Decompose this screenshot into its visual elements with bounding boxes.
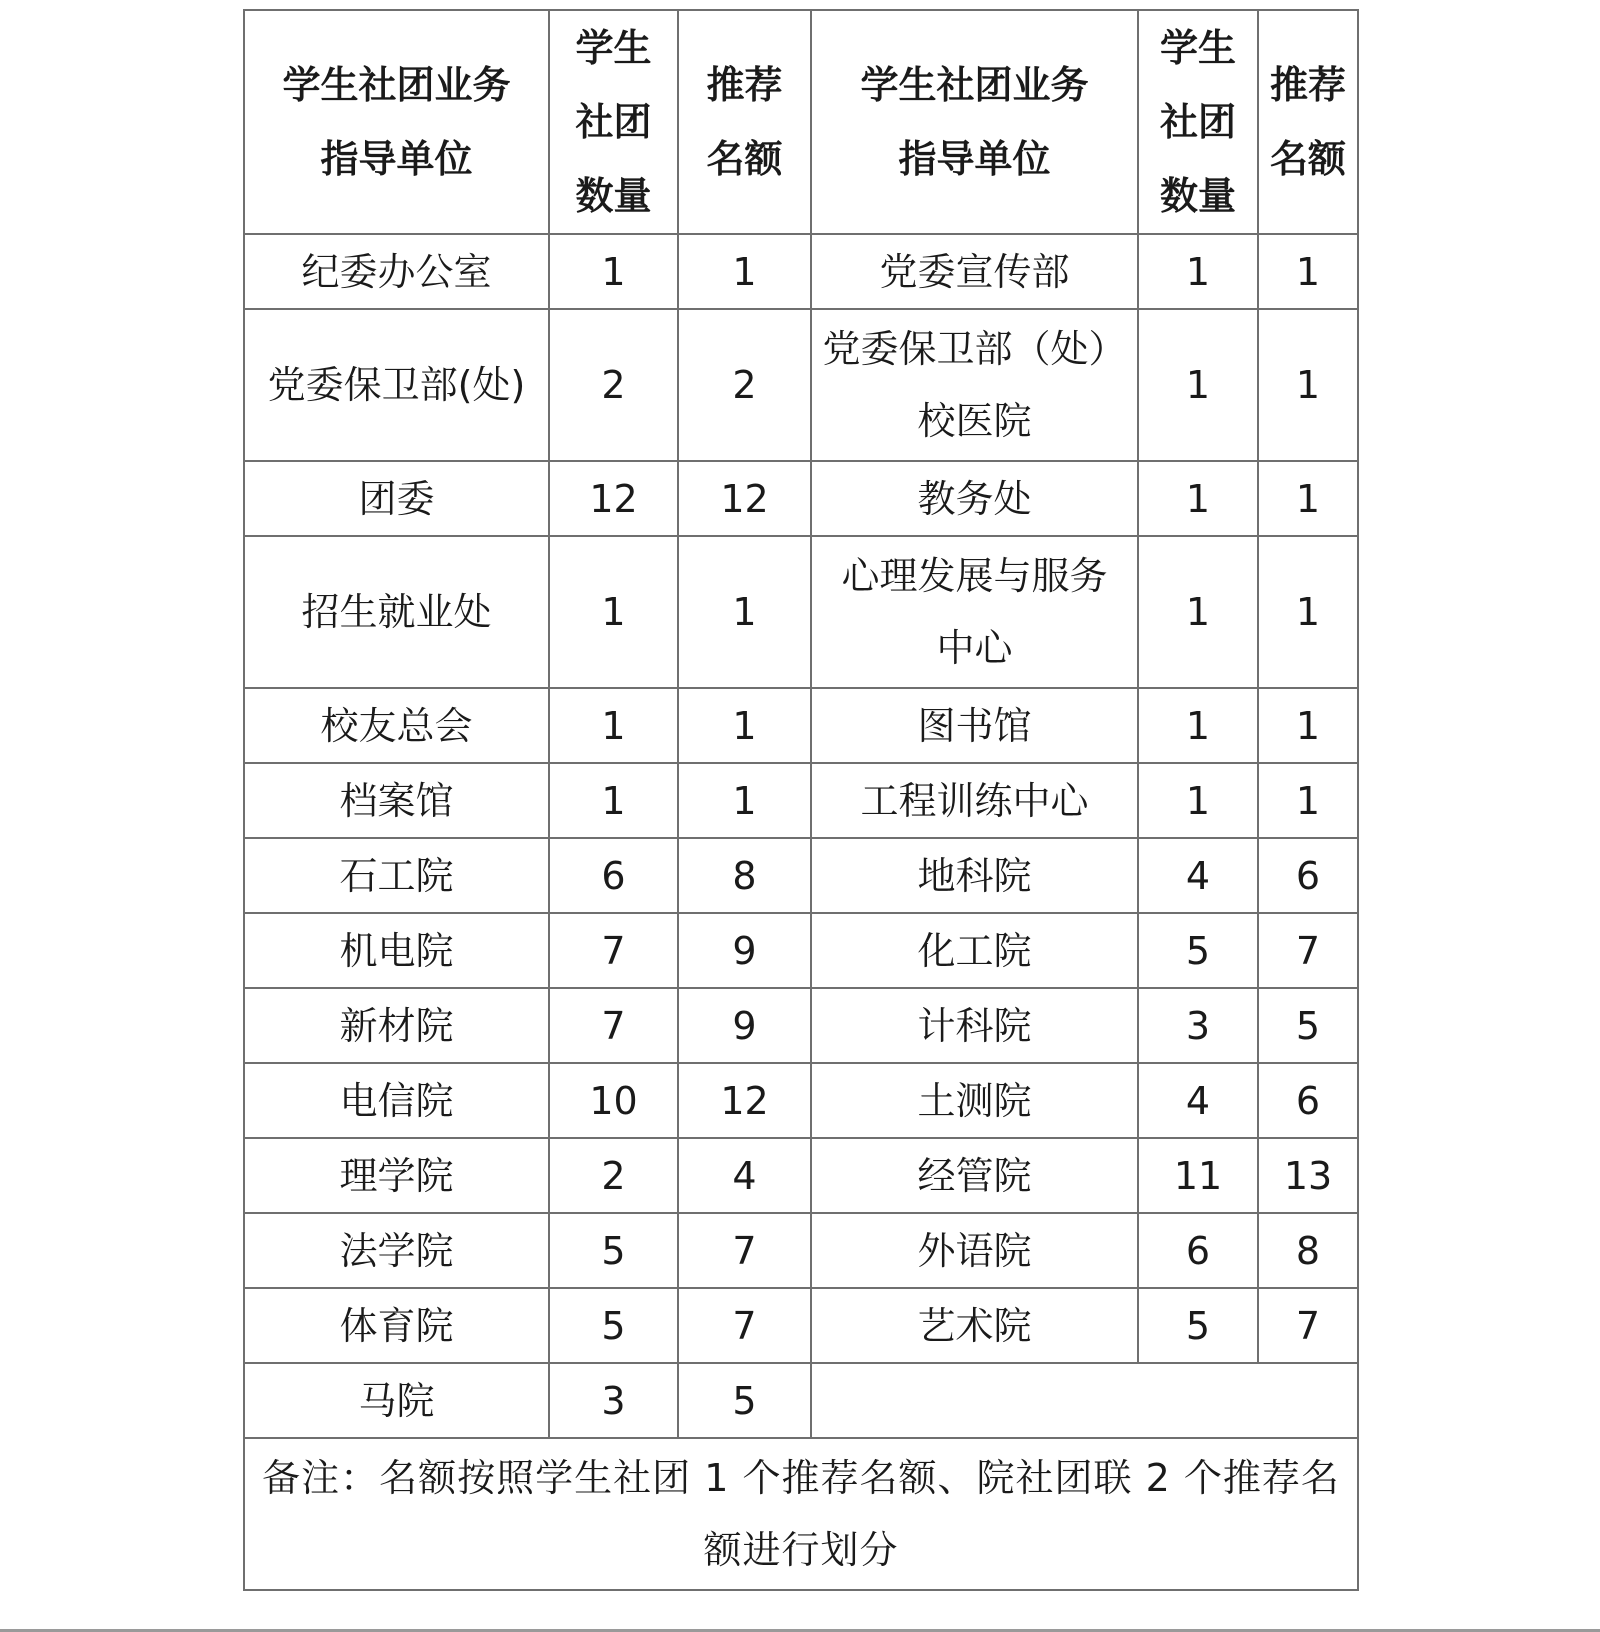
unit-cell: 工程训练中心 [811,763,1138,838]
quota-cell: 1 [1258,763,1358,838]
quota-cell: 1 [1258,688,1358,763]
count-cell: 3 [1138,988,1258,1063]
header-text: 数量 [1159,174,1236,219]
header-count-right [1138,10,1258,234]
unit-cell: 石工院 [244,838,549,913]
unit-cell: 团委 [244,461,549,536]
quota-cell: 12 [678,1063,811,1138]
quota-cell: 6 [1258,1063,1358,1138]
count-cell: 1 [549,536,678,688]
header-quota-right [1258,10,1358,234]
empty-cell [811,1363,1358,1438]
count-cell: 3 [549,1363,678,1438]
quota-cell: 7 [678,1213,811,1288]
table-row [244,688,1358,763]
quota-cell: 1 [1258,234,1358,309]
header-text: 名额 [1269,137,1346,182]
table-row [244,1213,1358,1288]
count-cell: 4 [1138,1063,1258,1138]
unit-cell: 计科院 [811,988,1138,1063]
unit-cell: 校友总会 [244,688,549,763]
unit-cell: 化工院 [811,913,1138,988]
unit-cell: 马院 [244,1363,549,1438]
header-text: 社团 [1159,100,1236,145]
table-row [244,1288,1358,1363]
table-row [244,234,1358,309]
quota-cell: 1 [678,536,811,688]
unit-cell: 档案馆 [244,763,549,838]
unit-cell: 理学院 [244,1138,549,1213]
count-cell: 7 [549,988,678,1063]
quota-cell: 4 [678,1138,811,1213]
header-count-left [549,10,678,234]
header-quota-left [678,10,811,234]
count-cell: 1 [1138,536,1258,688]
quota-cell: 6 [1258,838,1358,913]
header-text: 社团 [575,100,652,145]
unit-cell: 教务处 [811,461,1138,536]
header-text: 指导单位 [320,137,473,182]
unit-cell: 招生就业处 [244,536,549,688]
unit-cell: 党委宣传部 [811,234,1138,309]
header-text: 推荐 [1269,63,1346,108]
quota-cell: 7 [1258,1288,1358,1363]
count-cell: 7 [549,913,678,988]
unit-cell [811,309,1138,461]
quota-cell: 5 [678,1363,811,1438]
quota-cell: 1 [1258,461,1358,536]
header-text: 学生 [1159,26,1236,70]
header-text: 学生社团业务 [860,63,1089,108]
count-cell: 5 [1138,1288,1258,1363]
table-row [244,536,1358,688]
table-row [244,838,1358,913]
unit-cell: 土测院 [811,1063,1138,1138]
unit-cell: 纪委办公室 [244,234,549,309]
count-cell: 6 [1138,1213,1258,1288]
header-text: 推荐 [706,63,783,108]
quota-cell: 9 [678,988,811,1063]
count-cell: 1 [549,763,678,838]
unit-cell: 体育院 [244,1288,549,1363]
count-cell: 1 [1138,234,1258,309]
count-cell: 1 [1138,763,1258,838]
quota-cell: 7 [1258,913,1358,988]
quota-cell: 9 [678,913,811,988]
count-cell: 4 [1138,838,1258,913]
quota-cell: 8 [1258,1213,1358,1288]
unit-cell: 党委保卫部(处) [244,309,549,461]
count-cell: 5 [549,1288,678,1363]
quota-cell: 7 [678,1288,811,1363]
header-text: 学生 [575,26,652,70]
unit-cell: 艺术院 [811,1288,1138,1363]
unit-cell: 经管院 [811,1138,1138,1213]
table-row [244,1138,1358,1213]
table-row [244,309,1358,461]
count-cell: 1 [549,234,678,309]
unit-cell: 外语院 [811,1213,1138,1288]
note-text: 备注：名额按照学生社团 1 个推荐名额、院社团联 2 个推荐名额进行划分 [244,1438,1358,1590]
header-text: 名额 [706,137,783,182]
quota-cell: 1 [678,234,811,309]
count-cell: 2 [549,1138,678,1213]
unit-text-line: 党委保卫部（处） [822,327,1127,372]
quota-table-container [243,9,1357,1591]
count-cell: 2 [549,309,678,461]
count-cell: 1 [1138,309,1258,461]
table-row [244,461,1358,536]
count-cell: 1 [1138,688,1258,763]
unit-text-line: 中心 [936,626,1013,671]
quota-cell: 1 [678,763,811,838]
count-cell: 1 [1138,461,1258,536]
count-cell: 11 [1138,1138,1258,1213]
unit-cell: 法学院 [244,1213,549,1288]
unit-cell: 机电院 [244,913,549,988]
quota-cell: 1 [1258,309,1358,461]
count-cell: 10 [549,1063,678,1138]
quota-cell: 12 [678,461,811,536]
table-header-row [244,10,1358,234]
quota-cell: 13 [1258,1138,1358,1213]
quota-cell: 1 [1258,536,1358,688]
quota-cell: 5 [1258,988,1358,1063]
count-cell: 5 [549,1213,678,1288]
table-row [244,988,1358,1063]
quota-cell: 2 [678,309,811,461]
quota-table [243,9,1359,1591]
table-row [244,1063,1358,1138]
count-cell: 1 [549,688,678,763]
header-text: 指导单位 [898,137,1051,182]
count-cell: 5 [1138,913,1258,988]
unit-cell: 地科院 [811,838,1138,913]
quota-cell: 8 [678,838,811,913]
table-row [244,763,1358,838]
unit-cell: 电信院 [244,1063,549,1138]
header-text: 数量 [575,174,652,219]
quota-cell: 1 [678,688,811,763]
count-cell: 12 [549,461,678,536]
unit-cell: 新材院 [244,988,549,1063]
unit-text-line: 校医院 [917,399,1032,444]
note-row [244,1438,1358,1590]
unit-text-line: 心理发展与服务 [841,554,1108,599]
header-unit-left [244,10,549,234]
unit-cell [811,536,1138,688]
count-cell: 6 [549,838,678,913]
header-unit-right [811,10,1138,234]
table-row [244,1363,1358,1438]
header-text: 学生社团业务 [282,63,511,108]
table-row [244,913,1358,988]
unit-cell: 图书馆 [811,688,1138,763]
